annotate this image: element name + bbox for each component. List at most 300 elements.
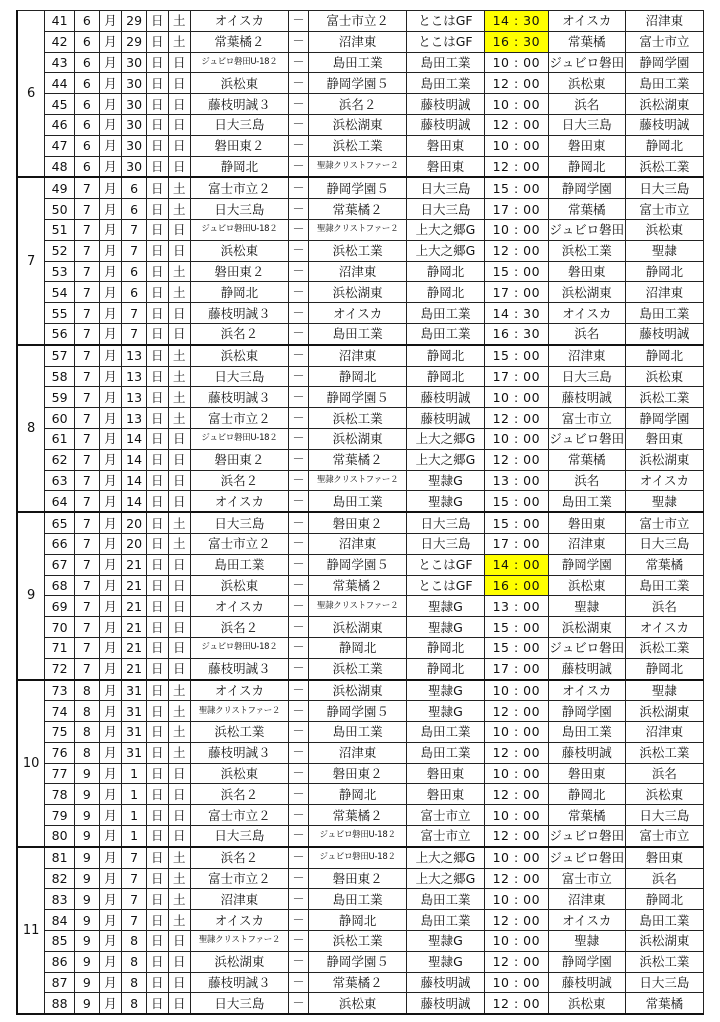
month: 6 [75,156,100,177]
home-team: 浜松工業 [191,722,289,743]
home-team: 富士市立２ [191,408,289,429]
day: 14 [122,470,147,491]
versus-separator: － [288,826,309,847]
kickoff-time: 10 : 00 [485,889,549,910]
match-number: 44 [45,73,75,94]
kickoff-time: 15 : 00 [485,261,549,282]
match-number: 42 [45,31,75,52]
venue: 藤枝明誠 [406,94,484,115]
month-label: 月 [99,575,122,596]
month-label: 月 [99,931,122,952]
referee-2: 浜松湖東 [625,449,703,470]
weekday: 日 [168,617,191,638]
kickoff-time: 10 : 00 [485,94,549,115]
month-label: 月 [99,177,122,198]
weekday: 日 [168,972,191,993]
away-team: 静岡学園５ [309,951,407,972]
day: 6 [122,282,147,303]
weekday: 日 [168,449,191,470]
weekday: 日 [168,763,191,784]
month: 7 [75,637,100,658]
kickoff-time: 10 : 00 [485,847,549,868]
home-team: 浜名２ [191,617,289,638]
venue: 藤枝明誠 [406,972,484,993]
month: 8 [75,722,100,743]
venue: 富士市立 [406,805,484,826]
referee-2: 浜名 [625,868,703,889]
month-label: 月 [99,282,122,303]
weekday: 日 [168,805,191,826]
versus-separator: － [288,722,309,743]
referee-1: 浜松東 [548,993,625,1014]
home-team: オイスカ [191,910,289,931]
venue: 上大之郷G [406,868,484,889]
month: 7 [75,199,100,220]
match-number: 86 [45,951,75,972]
month-label: 月 [99,199,122,220]
day: 31 [122,742,147,763]
weekday: 土 [168,282,191,303]
day: 8 [122,931,147,952]
versus-separator: － [288,512,309,533]
day: 7 [122,323,147,344]
table-row [17,177,704,198]
month: 7 [75,449,100,470]
home-team: 浜松東 [191,575,289,596]
table-row [17,345,704,366]
weekday: 土 [168,889,191,910]
table-row [17,680,704,701]
referee-2: 静岡北 [625,135,703,156]
day-label: 日 [146,701,168,722]
month: 7 [75,533,100,554]
day-label: 日 [146,11,168,32]
referee-1: 磐田東 [548,261,625,282]
referee-2: 浜松東 [625,219,703,240]
versus-separator: － [288,805,309,826]
match-number: 71 [45,637,75,658]
day: 29 [122,11,147,32]
weekday: 土 [168,11,191,32]
kickoff-time: 10 : 00 [485,805,549,826]
home-team: 藤枝明誠３ [191,387,289,408]
day-label: 日 [146,617,168,638]
day: 13 [122,366,147,387]
home-team: 磐田東２ [191,261,289,282]
versus-separator: － [288,701,309,722]
versus-separator: － [288,742,309,763]
day: 30 [122,135,147,156]
venue: 静岡北 [406,637,484,658]
match-number: 48 [45,156,75,177]
month: 6 [75,94,100,115]
away-team: 浜松湖東 [309,114,407,135]
day: 8 [122,972,147,993]
kickoff-time: 10 : 00 [485,722,549,743]
day-label: 日 [146,94,168,115]
weekday: 日 [168,658,191,679]
away-team: 静岡学園５ [309,554,407,575]
kickoff-time: 14 : 30 [485,303,549,324]
day-label: 日 [146,658,168,679]
weekday: 日 [168,784,191,805]
table-row [17,533,704,554]
versus-separator: － [288,366,309,387]
month: 6 [75,11,100,32]
match-number: 67 [45,554,75,575]
day-label: 日 [146,240,168,261]
weekday: 日 [168,637,191,658]
venue: 島田工業 [406,303,484,324]
home-team: 浜名２ [191,847,289,868]
weekday: 日 [168,993,191,1014]
venue: 聖隷G [406,470,484,491]
referee-2: 島田工業 [625,910,703,931]
away-team: 磐田東２ [309,512,407,533]
weekday: 土 [168,742,191,763]
referee-2: 日大三島 [625,972,703,993]
match-number: 58 [45,366,75,387]
referee-1: 静岡北 [548,156,625,177]
home-team: オイスカ [191,680,289,701]
referee-1: ジュビロ磐田 [548,637,625,658]
versus-separator: － [288,889,309,910]
day-label: 日 [146,449,168,470]
venue: 静岡北 [406,282,484,303]
match-number: 49 [45,177,75,198]
day-label: 日 [146,199,168,220]
table-row [17,449,704,470]
table-row [17,722,704,743]
day-label: 日 [146,742,168,763]
match-number: 52 [45,240,75,261]
kickoff-time: 12 : 00 [485,114,549,135]
away-team: 浜松湖東 [309,282,407,303]
day: 31 [122,701,147,722]
month: 7 [75,345,100,366]
home-team: 浜松東 [191,345,289,366]
referee-1: 島田工業 [548,491,625,512]
day-label: 日 [146,282,168,303]
versus-separator: － [288,156,309,177]
day: 1 [122,805,147,826]
match-number: 65 [45,512,75,533]
table-row [17,637,704,658]
away-team: 磐田東２ [309,868,407,889]
month: 9 [75,763,100,784]
round-number: 6 [17,11,45,178]
referee-1: 常葉橘 [548,199,625,220]
venue: 島田工業 [406,323,484,344]
versus-separator: － [288,951,309,972]
month-label: 月 [99,763,122,784]
round-number: 8 [17,345,45,512]
table-row [17,763,704,784]
table-row [17,94,704,115]
away-team: 浜松湖東 [309,680,407,701]
kickoff-time: 10 : 00 [485,972,549,993]
month-label: 月 [99,658,122,679]
referee-1: 沼津東 [548,889,625,910]
day: 7 [122,889,147,910]
away-team: 聖隷クリストファー２ [309,596,407,617]
month-label: 月 [99,31,122,52]
referee-2: 沼津東 [625,722,703,743]
versus-separator: － [288,408,309,429]
match-number: 69 [45,596,75,617]
referee-1: ジュビロ磐田 [548,847,625,868]
referee-2: 浜名 [625,763,703,784]
match-number: 77 [45,763,75,784]
venue: 聖隷G [406,596,484,617]
weekday: 日 [168,73,191,94]
day: 31 [122,680,147,701]
table-row [17,408,704,429]
table-row [17,951,704,972]
home-team: オイスカ [191,491,289,512]
away-team: 浜松工業 [309,135,407,156]
match-number: 72 [45,658,75,679]
table-row [17,701,704,722]
weekday: 土 [168,177,191,198]
referee-1: 沼津東 [548,345,625,366]
month: 7 [75,408,100,429]
away-team: 静岡学園５ [309,387,407,408]
home-team: 浜名２ [191,470,289,491]
home-team: 浜名２ [191,323,289,344]
day-label: 日 [146,366,168,387]
round-number: 7 [17,177,45,344]
month-label: 月 [99,993,122,1014]
day-label: 日 [146,387,168,408]
match-number: 74 [45,701,75,722]
kickoff-time: 17 : 00 [485,366,549,387]
day: 30 [122,73,147,94]
month-label: 月 [99,73,122,94]
month: 9 [75,931,100,952]
home-team: 日大三島 [191,366,289,387]
away-team: 浜松東 [309,993,407,1014]
day: 14 [122,491,147,512]
home-team: ジュビロ磐田U-18２ [191,428,289,449]
away-team: 沼津東 [309,31,407,52]
month-label: 月 [99,135,122,156]
venue: 聖隷G [406,951,484,972]
day-label: 日 [146,428,168,449]
month: 7 [75,575,100,596]
month: 7 [75,596,100,617]
month-label: 月 [99,889,122,910]
venue: 日大三島 [406,533,484,554]
referee-1: 浜松湖東 [548,282,625,303]
weekday: 土 [168,408,191,429]
versus-separator: － [288,993,309,1014]
weekday: 土 [168,722,191,743]
away-team: 浜松工業 [309,931,407,952]
weekday: 土 [168,366,191,387]
referee-1: 静岡学園 [548,701,625,722]
kickoff-time: 12 : 00 [485,449,549,470]
day: 21 [122,637,147,658]
versus-separator: － [288,303,309,324]
month: 6 [75,114,100,135]
day: 21 [122,658,147,679]
match-number: 41 [45,11,75,32]
round-number: 10 [17,680,45,847]
referee-2: 沼津東 [625,11,703,32]
weekday: 日 [168,156,191,177]
versus-separator: － [288,784,309,805]
day-label: 日 [146,52,168,73]
table-row [17,470,704,491]
away-team: 浜名２ [309,94,407,115]
month-label: 月 [99,826,122,847]
day: 21 [122,554,147,575]
venue: 静岡北 [406,366,484,387]
versus-separator: － [288,868,309,889]
day: 6 [122,177,147,198]
versus-separator: － [288,575,309,596]
kickoff-time: 13 : 00 [485,470,549,491]
referee-2: 島田工業 [625,73,703,94]
versus-separator: － [288,94,309,115]
referee-2: 藤枝明誠 [625,114,703,135]
referee-2: 島田工業 [625,575,703,596]
referee-1: 日大三島 [548,366,625,387]
month: 7 [75,428,100,449]
home-team: 島田工業 [191,554,289,575]
day: 7 [122,910,147,931]
kickoff-time: 10 : 00 [485,428,549,449]
month: 6 [75,52,100,73]
month: 9 [75,805,100,826]
versus-separator: － [288,533,309,554]
month-label: 月 [99,366,122,387]
table-row [17,366,704,387]
month-label: 月 [99,408,122,429]
home-team: オイスカ [191,11,289,32]
away-team: オイスカ [309,303,407,324]
day: 21 [122,575,147,596]
month: 9 [75,993,100,1014]
day: 7 [122,868,147,889]
table-row [17,73,704,94]
day: 30 [122,156,147,177]
day-label: 日 [146,470,168,491]
kickoff-time: 15 : 00 [485,345,549,366]
referee-1: 静岡学園 [548,554,625,575]
month: 7 [75,617,100,638]
day-label: 日 [146,31,168,52]
referee-2: 藤枝明誠 [625,323,703,344]
match-number: 73 [45,680,75,701]
kickoff-time: 12 : 00 [485,408,549,429]
day-label: 日 [146,554,168,575]
referee-1: ジュビロ磐田 [548,219,625,240]
table-row [17,868,704,889]
day-label: 日 [146,114,168,135]
day-label: 日 [146,722,168,743]
month-label: 月 [99,219,122,240]
kickoff-time: 15 : 00 [485,512,549,533]
referee-2: 静岡学園 [625,408,703,429]
day-label: 日 [146,491,168,512]
referee-2: 日大三島 [625,533,703,554]
month-label: 月 [99,847,122,868]
away-team: 浜松工業 [309,240,407,261]
month-label: 月 [99,972,122,993]
month-label: 月 [99,805,122,826]
weekday: 日 [168,135,191,156]
versus-separator: － [288,637,309,658]
venue: 磐田東 [406,784,484,805]
venue: 日大三島 [406,512,484,533]
kickoff-time: 10 : 00 [485,763,549,784]
day-label: 日 [146,323,168,344]
weekday: 日 [168,219,191,240]
versus-separator: － [288,11,309,32]
month-label: 月 [99,114,122,135]
versus-separator: － [288,199,309,220]
weekday: 土 [168,387,191,408]
month: 7 [75,282,100,303]
table-row [17,156,704,177]
referee-1: 浜名 [548,94,625,115]
versus-separator: － [288,240,309,261]
match-number: 46 [45,114,75,135]
month: 9 [75,889,100,910]
table-row [17,847,704,868]
venue: とこはGF [406,11,484,32]
kickoff-time: 12 : 00 [485,701,549,722]
day-label: 日 [146,596,168,617]
month: 7 [75,366,100,387]
table-row [17,889,704,910]
table-row [17,910,704,931]
referee-1: 磐田東 [548,512,625,533]
versus-separator: － [288,261,309,282]
home-team: 浜松東 [191,73,289,94]
home-team: 日大三島 [191,199,289,220]
day: 7 [122,303,147,324]
kickoff-time: 13 : 00 [485,596,549,617]
home-team: 磐田東２ [191,449,289,470]
weekday: 土 [168,910,191,931]
away-team: 磐田東２ [309,763,407,784]
venue: とこはGF [406,554,484,575]
home-team: 沼津東 [191,889,289,910]
home-team: 藤枝明誠３ [191,303,289,324]
kickoff-time: 12 : 00 [485,868,549,889]
referee-1: オイスカ [548,680,625,701]
match-number: 78 [45,784,75,805]
match-number: 56 [45,323,75,344]
month-label: 月 [99,261,122,282]
versus-separator: － [288,282,309,303]
month: 7 [75,387,100,408]
month-label: 月 [99,742,122,763]
venue: 上大之郷G [406,240,484,261]
versus-separator: － [288,52,309,73]
weekday: 日 [168,826,191,847]
match-number: 61 [45,428,75,449]
match-number: 85 [45,931,75,952]
referee-2: 磐田東 [625,428,703,449]
day: 13 [122,408,147,429]
referee-1: 浜名 [548,470,625,491]
referee-1: 藤枝明誠 [548,387,625,408]
home-team: 静岡北 [191,282,289,303]
